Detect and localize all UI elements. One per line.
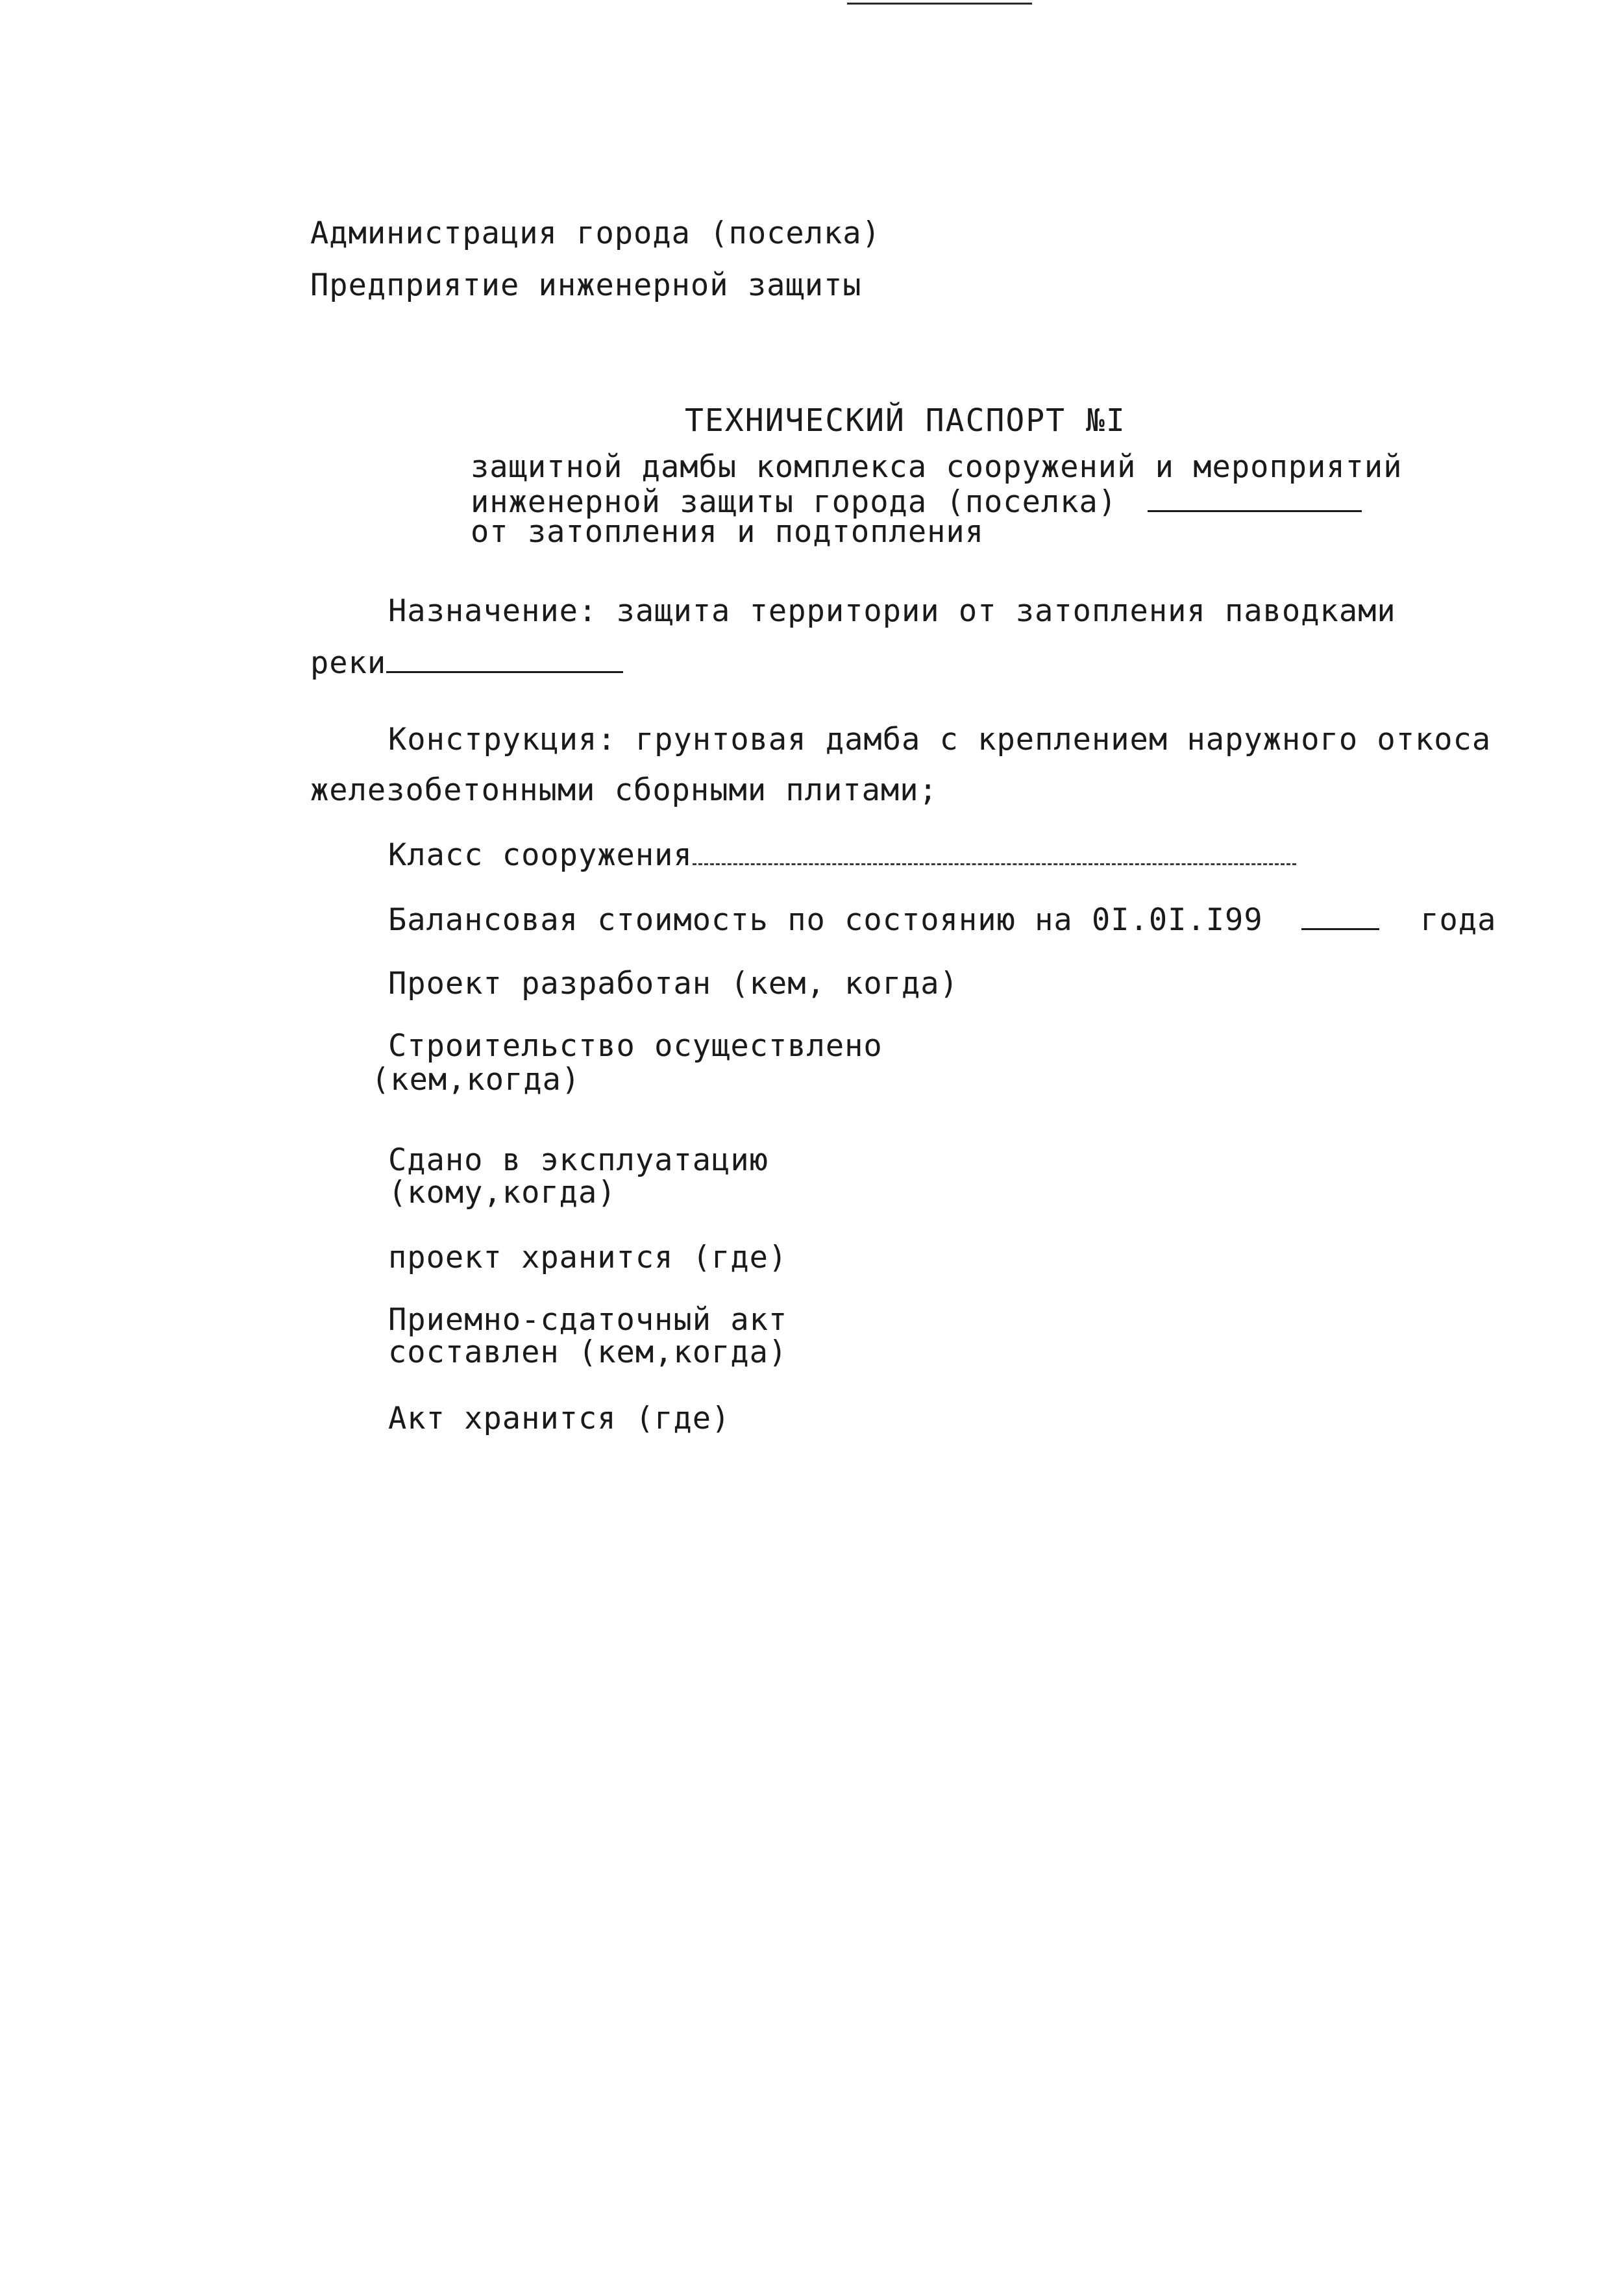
balance-suffix: года	[1420, 902, 1497, 938]
org-line-2: Предприятие инженерной защиты	[310, 267, 862, 303]
subtitle-line-2	[471, 484, 1362, 518]
commissioned-line-2: (кому,когда)	[388, 1175, 617, 1211]
purpose-line-2	[310, 645, 623, 682]
subtitle-line-1: защитной дамбы комплекса сооружений и мероприятий	[471, 449, 1403, 485]
construction-done-line-1: Строительство осуществлено	[388, 1028, 883, 1064]
acceptance-act-line-2: составлен (кем,когда)	[388, 1334, 788, 1370]
passport-heading: ТЕХНИЧЕСКИЙ ПАСПОРТ №I	[685, 402, 1126, 439]
subtitle-line-2-text: инженерной защиты города (поселка)	[471, 484, 1118, 520]
city-name-blank	[1148, 484, 1362, 512]
commissioned-line-1: Сдано в эксплуатацию	[388, 1142, 769, 1178]
construction-line-2: железобетонными сборными плитами;	[310, 772, 938, 808]
top-rule	[847, 3, 1032, 5]
structure-class-blank	[693, 837, 1296, 865]
construction-line-1: Конструкция: грунтовая дамба с креплением наружного откоса	[388, 722, 1492, 757]
balance-value-label: Балансовая стоимость по состоянию на 0I.0I.I99	[388, 902, 1263, 938]
balance-value-line	[388, 902, 1496, 939]
subtitle-line-3: от затопления и подтопления	[471, 514, 985, 550]
project-stored: проект хранится (где)	[388, 1240, 788, 1275]
structure-class-label: Класс сооружения	[388, 837, 693, 873]
act-stored: Акт хранится (где)	[388, 1401, 731, 1436]
org-line-1: Администрация города (поселка)	[310, 215, 881, 251]
project-developed: Проект разработан (кем, когда)	[388, 966, 959, 1002]
construction-done-line-2: (кем,когда)	[371, 1062, 581, 1098]
acceptance-act-line-1: Приемно-сдаточный акт	[388, 1302, 788, 1338]
balance-year-blank	[1301, 902, 1379, 930]
purpose-river-label: реки	[310, 645, 387, 681]
structure-class-line	[388, 837, 1296, 874]
river-name-blank	[386, 645, 623, 673]
purpose-line-1: Назначение: защита территории от затопления паводками	[388, 593, 1396, 629]
